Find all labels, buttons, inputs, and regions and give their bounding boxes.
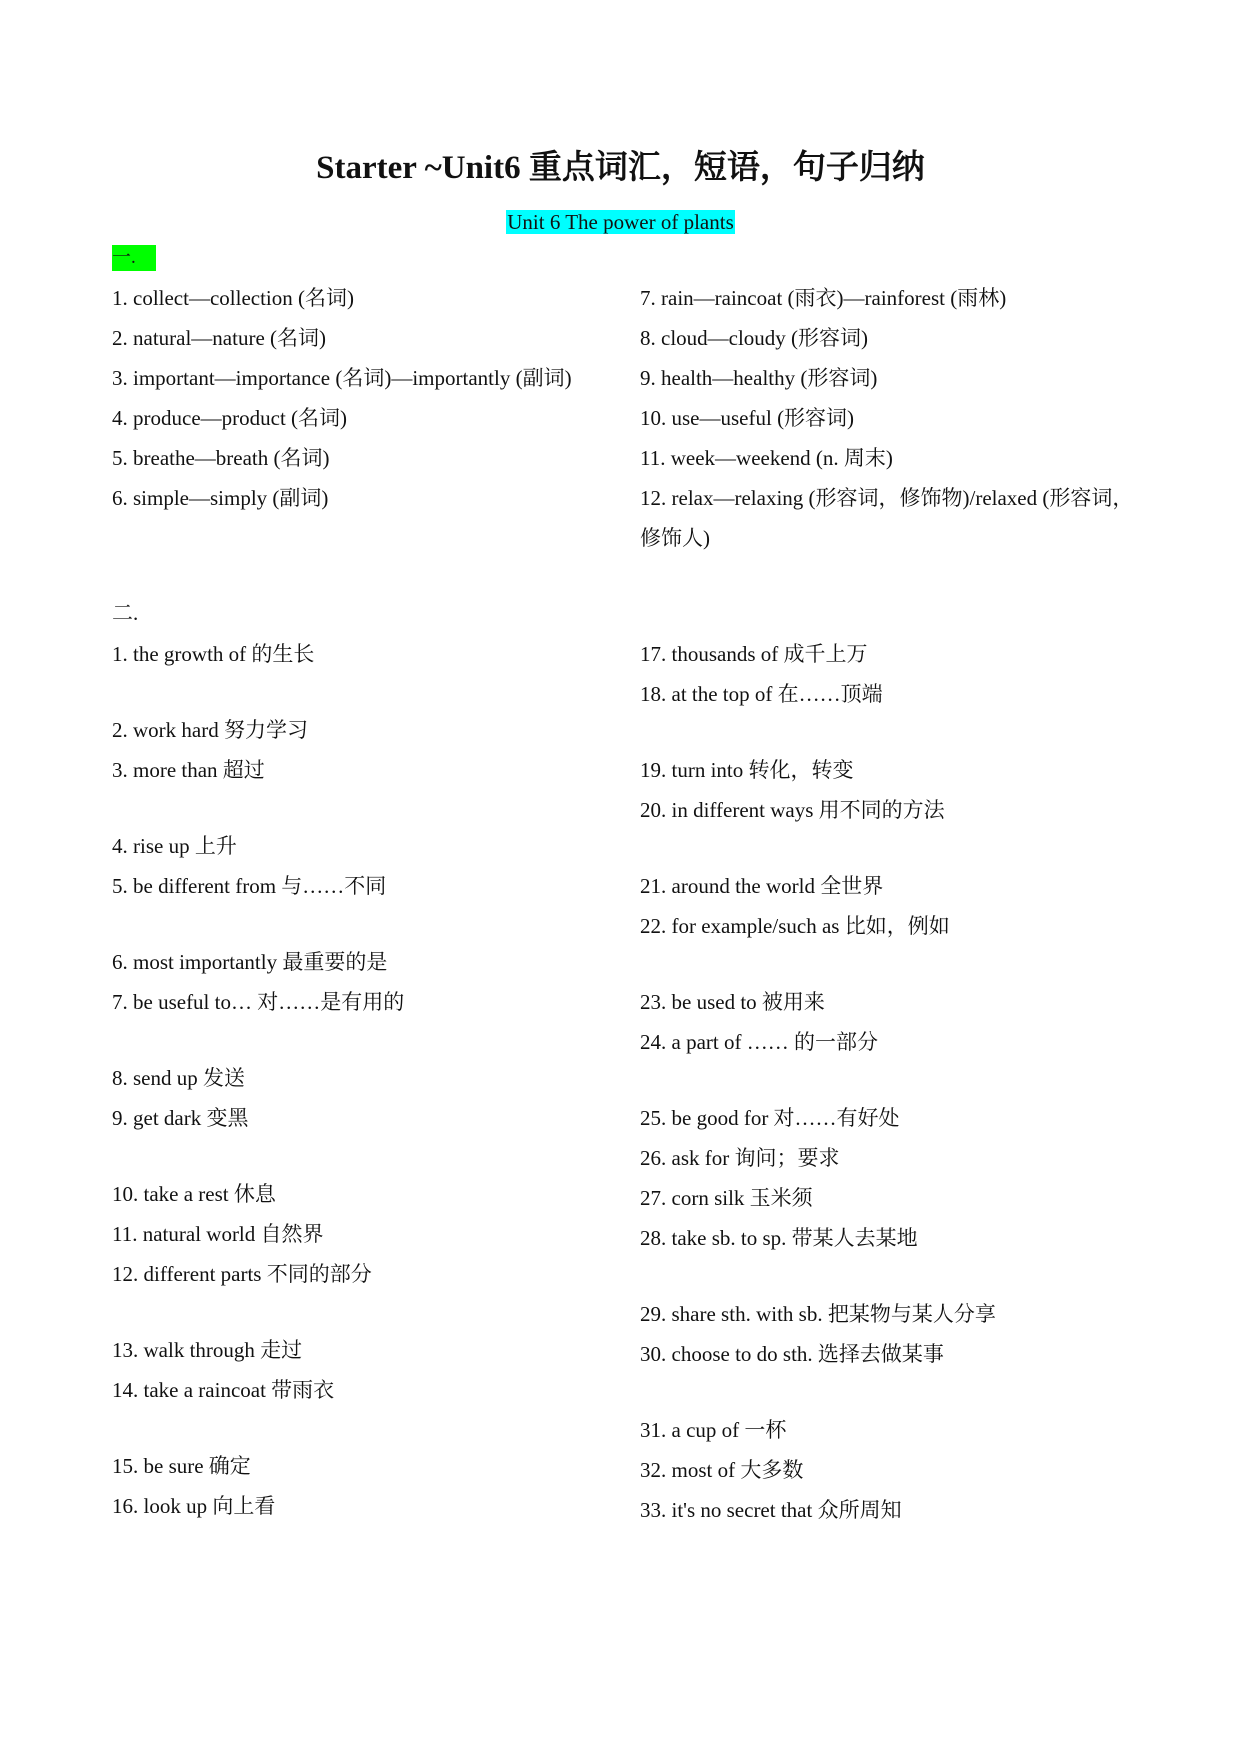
phrases-left-list (112, 634, 602, 1526)
spacer (112, 790, 602, 826)
list-item: 5. be different from 与……不同 (112, 874, 387, 898)
list-item: 9. get dark 变黑 (112, 1106, 249, 1130)
list-item: 28. take sb. to sp. 带某人去某地 (640, 1226, 918, 1250)
list-item: 3. important—importance (名词)—importantly (副词) (112, 366, 572, 390)
list-item: 1. collect—collection (名词) (112, 286, 355, 310)
list-item: 1. the growth of 的生长 (112, 642, 315, 666)
list-item: 26. ask for 询问；要求 (640, 1146, 840, 1170)
list-item: 14. take a raincoat 带雨衣 (112, 1378, 335, 1402)
list-item: 7. be useful to… 对……是有用的 (112, 990, 405, 1014)
list-item: 3. more than 超过 (112, 758, 265, 782)
list-item: 13. walk through 走过 (112, 1338, 303, 1362)
list-item: 20. in different ways 用不同的方法 (640, 798, 945, 822)
spacer (640, 946, 1140, 982)
list-item: 2. natural—nature (名词) (112, 326, 327, 350)
list-item: 10. take a rest 休息 (112, 1182, 276, 1206)
word-forms-left-list (112, 278, 602, 518)
list-item: 27. corn silk 玉米须 (640, 1186, 813, 1210)
list-item: 12. relax—relaxing (形容词，修饰物)/relaxed (形容词，修饰人) (640, 486, 1134, 550)
spacer (112, 674, 602, 710)
list-item: 30. choose to do sth. 选择去做某事 (640, 1342, 944, 1366)
section-two-label: 二. (112, 601, 139, 625)
list-item: 8. cloud—cloudy (形容词) (640, 326, 869, 350)
list-item: 15. be sure 确定 (112, 1454, 251, 1478)
spacer (640, 714, 1140, 750)
spacer (112, 906, 602, 942)
list-item: 9. health—healthy (形容词) (640, 366, 878, 390)
word-forms-right-list (640, 278, 1140, 558)
spacer (112, 1294, 602, 1330)
list-item: 18. at the top of 在……顶端 (640, 682, 883, 706)
list-item: 5. breathe—breath (名词) (112, 446, 330, 470)
page-title: Starter ~Unit6 重点词汇，短语，句子归纳 (316, 150, 925, 186)
spacer (640, 830, 1140, 866)
list-item: 11. week—weekend (n. 周末) (640, 446, 893, 470)
list-item: 8. send up 发送 (112, 1066, 245, 1090)
list-item: 10. use—useful (形容词) (640, 406, 855, 430)
list-item: 4. produce—product (名词) (112, 406, 348, 430)
list-item: 32. most of 大多数 (640, 1458, 804, 1482)
subtitle-wrap (0, 209, 1241, 235)
spacer (640, 1258, 1140, 1294)
list-item: 21. around the world 全世界 (640, 874, 884, 898)
list-item: 7. rain—raincoat (雨衣)—rainforest (雨林) (640, 286, 1007, 310)
list-item: 29. share sth. with sb. 把某物与某人分享 (640, 1302, 996, 1326)
list-item: 11. natural world 自然界 (112, 1222, 324, 1246)
list-item: 31. a cup of 一杯 (640, 1418, 787, 1442)
list-item: 23. be used to 被用来 (640, 990, 825, 1014)
spacer (112, 1138, 602, 1174)
list-item: 24. a part of …… 的一部分 (640, 1030, 878, 1054)
list-item: 2. work hard 努力学习 (112, 718, 308, 742)
list-item: 12. different parts 不同的部分 (112, 1262, 372, 1286)
list-item: 25. be good for 对……有好处 (640, 1106, 900, 1130)
list-item: 6. most importantly 最重要的是 (112, 950, 388, 974)
spacer (640, 1062, 1140, 1098)
spacer (112, 1410, 602, 1446)
list-item: 19. turn into 转化，转变 (640, 758, 854, 782)
section-one-label: 一. (112, 245, 156, 271)
list-item: 17. thousands of 成千上万 (640, 642, 868, 666)
spacer (112, 1022, 602, 1058)
spacer (640, 1374, 1140, 1410)
list-item: 4. rise up 上升 (112, 834, 237, 858)
phrases-right-list (640, 634, 1140, 1530)
list-item: 6. simple—simply (副词) (112, 486, 329, 510)
list-item: 33. it's no secret that 众所周知 (640, 1498, 902, 1522)
list-item: 22. for example/such as 比如，例如 (640, 914, 950, 938)
list-item: 16. look up 向上看 (112, 1494, 276, 1518)
unit-subtitle: Unit 6 The power of plants (507, 210, 734, 234)
